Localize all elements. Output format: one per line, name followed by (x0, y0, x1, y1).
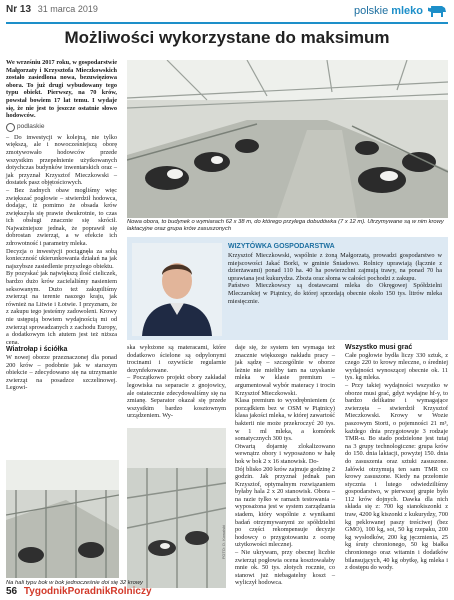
paragraph: – Do inwestycji w kolejną, nie tylko większą, ale i nowocześniejszą oborę zmotywowało hodowców przede wszystkim przepełnienie użytkowanych dotychczas budynków inwentarskich oraz – jak przyznał Krzysztof Mieczkowski – dostatek pasz objętościowych. (6, 133, 117, 187)
brand-logo (354, 3, 448, 19)
paragraph: – Przy takiej wydajności wszystko w oborze musi grać, gdyż wydajne hf-y, to bardzo delikatne i wymagające zwierzęta – stwierdził Krzysztof Mieczkowski. Krowy w Wozie paszowym Storti, o pojemności 21 m³, każdego dnia przygotowuje 3 rodzaje TMR-u. Bo stado podzielone jest tutaj na 3 grupy technologiczne: grupa krów do 150. dnia laktacji, powyżej 150. dnia do zasuszenia oraz sztuki zasuszone. Jałówki otrzymują ten sam TMR co krowy zasuszone. Kiedy na przełomie stycznia i lutego odwiedziliśmy gospodarstwo, w pierwszej grupie było 112 krów dojnych. Dawka dla nich składa się z: 700 kg sianokiszonki z traw, 4200 kg kiszonki z kukurydzy, 700 kg peklowanej paszy treściwej (bez GMO), 100 kg, soi, 50 kg rzepaku, 200 kg wysłodków, 200 kg jęczmienia, 25 kg śruty chronionego, 50 kg białka chronionego oraz witamin i dodatków bilansujących, 40 kg obytkę, kg mleka i z dostępu do wody. (345, 381, 448, 572)
subheading: Wiatrołap i ściółka (6, 346, 68, 354)
paragraph: Całe pogłowie bydła liczy 330 sztuk, z czego 220 to krowy mleczne, o średniej wydajności wynoszącej obecnie ok. 11 tys. kg mleka. (345, 351, 448, 382)
brand-prefix: polskie (353, 5, 389, 17)
column-4 (345, 344, 448, 572)
footer-title-3: Rolniczy (110, 586, 152, 597)
lead-paragraph: We wrześniu 2017 roku, w gospodarstwie Małgorzaty i Krzysztofa Mieczkowskich zostało zasiedlona nowa, bezuwięziowa obora. To już drugi wybudowany tego typu obiekt. Pierwszy, na 70 krów, powstał bowiem 17 lat temu. I wydaje się, że nie jest to jeszcze ostatnie słowo hodowców. (6, 59, 117, 120)
paragraph: – Początkowo projekt obory zakładał legowiska na separacie z gnojowicy, ale ostatecznie zdecydowaliśmy się na zmianę. Separator okazał się przede wszystkim bardzo kosztownym urządzeniem. Wy- (127, 374, 226, 420)
paragraph: ska wyłożone są materacami, które dodatkowo ścielone są odpylonymi trocinami i ozywiście regularnie dezynfekowane. (127, 344, 226, 374)
issue-number: Nr 13 (6, 4, 32, 15)
paragraph: daje się, że system ten wymaga też znacznie większego nakładu pracy – jak sądzę – szczególnie w oborze leżnie nie mieliby tam na uzyskanie mleka w klasie premium – argumentował wybór materacy i trocin Krzysztof Mieczkowski. (235, 344, 335, 397)
column-3 (235, 344, 335, 587)
milking-parlour-photo (127, 428, 226, 588)
paragraph: – Nie ukrywam, przy obecnej liczbie zwierząt pogłowia ocena kosztowałaby mnie ok. 50 tys. złotych rocznie, co stanowi już niebagatelny koszt – wyliczył hodowca. (235, 549, 335, 587)
photo-caption: Na hali typu bok w bok jednocześnie doi się 32 krowy (6, 580, 143, 586)
paragraph: Klasa premium to wyodrębnieniem (z porządkiem bez w OSM w Piątnicy) klasa jakości mleka, w której zawartość bakterii nie może przekroczyć 20 tys. w 1 ml mleka, a komórek somatycznych 300 tys. (235, 397, 336, 443)
paragraph: By pozyskać jak największą ilość cieliczek, bardzo dużo krów zacielaliśmy nasieniem seksowanym. Dużo też zakupiliśmy zwierząt na terenie naszego kraju, jak również na Litwie i Łotwie. I przyznam, że z zakupu tego jesteśmy zadowoleni. Krowy nie ustępują bowiem wydajnością mi od zwierząt sprowadzanych z zachodu Europy, a dodatkowym ich atutem jest też niższa cena. (6, 270, 117, 346)
header-rule (6, 22, 448, 24)
region-label: podlaskie (17, 123, 45, 131)
info-box-heading: WIZYTÓWKA GOSPODARSTWA (228, 243, 335, 250)
barn-photo (127, 60, 448, 218)
page-footer (6, 586, 152, 597)
photo-caption: Nowa obora, to budynek o wymiarach 62 x 38 m, do którego przylega dobudówka (7 x 12 m). Utrzymywane są w nim krowy laktacyjne oraz grupa krów zasuszonych (127, 219, 444, 232)
issue-date: 31 marca 2019 (37, 4, 98, 14)
info-box-text (228, 243, 442, 305)
region-tag (6, 123, 117, 132)
page-number: 56 (6, 586, 18, 597)
subheading: Wszystko musi grać (345, 344, 413, 351)
paragraph: Państwo Mieczkowscy są dostawcami mleka do Okręgowej Spółdzielni Mleczarskiej w Piątnicy, do której sprzedają obecnie około 150 tys. litrów mleka miesięcznie. (228, 282, 442, 305)
footer-title-1: Tygodnik (23, 586, 68, 597)
paragraph: Dój blisko 200 krów zajmuje godzinę 2 godzin. Jak przyznał jednak pan Krzysztof, optymalnym rozwiązaniem byłaby hala 2 x 20 stanowisk. Obora – na razie tylko w ramach testowania – wyposażona jest w system zarządzania stadem, który wspólnie z wynikami badań otrzymywanymi ze spółdzielni po części rekompensuje decyzje hodowcy o przygotowaniu z ocenę użytkowości mlecznej. (235, 465, 335, 549)
milking-hall-photo (6, 460, 119, 578)
paragraph: – Bez żadnych obaw mogliśmy więc zwiększać pogłowie – stwierdził hodowca, dodając, iż pomimo że obsada krów zwiększyła się prawie dwukrotnie, to czas ich obsługi znacznie się skrócił. Najważniejsze jednak, że poprawił się dobrostan zwierząt, a w efekcie ich zdrowotność i parametry mleka. (6, 186, 117, 248)
paragraph: Decyzja o inwestycji pociągnęła za sobą konieczność ukierunkowania działań na jak najszybsze zasiedlenie przyszłego obiektu. (6, 247, 117, 270)
farmer-portrait (132, 243, 222, 336)
location-icon (6, 123, 15, 132)
brand-main: mleko (391, 5, 423, 17)
cow-icon (426, 3, 448, 19)
photo-credit: FOTO: D. Kowalski (221, 525, 226, 560)
paragraph: Krzysztof Mieczkowski, wspólnie z żoną Małgorzatą, prowadzi gospodarstwo w miejscowości Jakać Borki, w gminie Śniadowo. Rolnicy uprawiają (łącznie z dzierżawami) ponad 110 ha. 40 ha powierzchni zajmują trawy, na ponad 70 ha uprawiana jest kukurydza. Zboża oraz słoma w całości pochodzi z zakupu. (228, 252, 442, 282)
paragraph: Otwartą dojarnię zlokalizowano wewnątrz obory i wyposażono w hałę hok w bok 2 x 16 stanowisk. Do- (235, 442, 335, 465)
issue-info (6, 4, 98, 15)
footer-title-2: Poradnik (67, 586, 111, 597)
column-2 (127, 344, 226, 420)
paragraph: W nowej oborze przeznaczonej dla ponad 200 krów – podobnie jak w starszym obiekcie – zdecydowano się na utrzymanie zwierząt na posadzce szczelinowej. Legowi- (6, 353, 117, 392)
column-1 (6, 59, 117, 392)
article-title: Możliwości wykorzystane do maksimum (64, 28, 390, 47)
